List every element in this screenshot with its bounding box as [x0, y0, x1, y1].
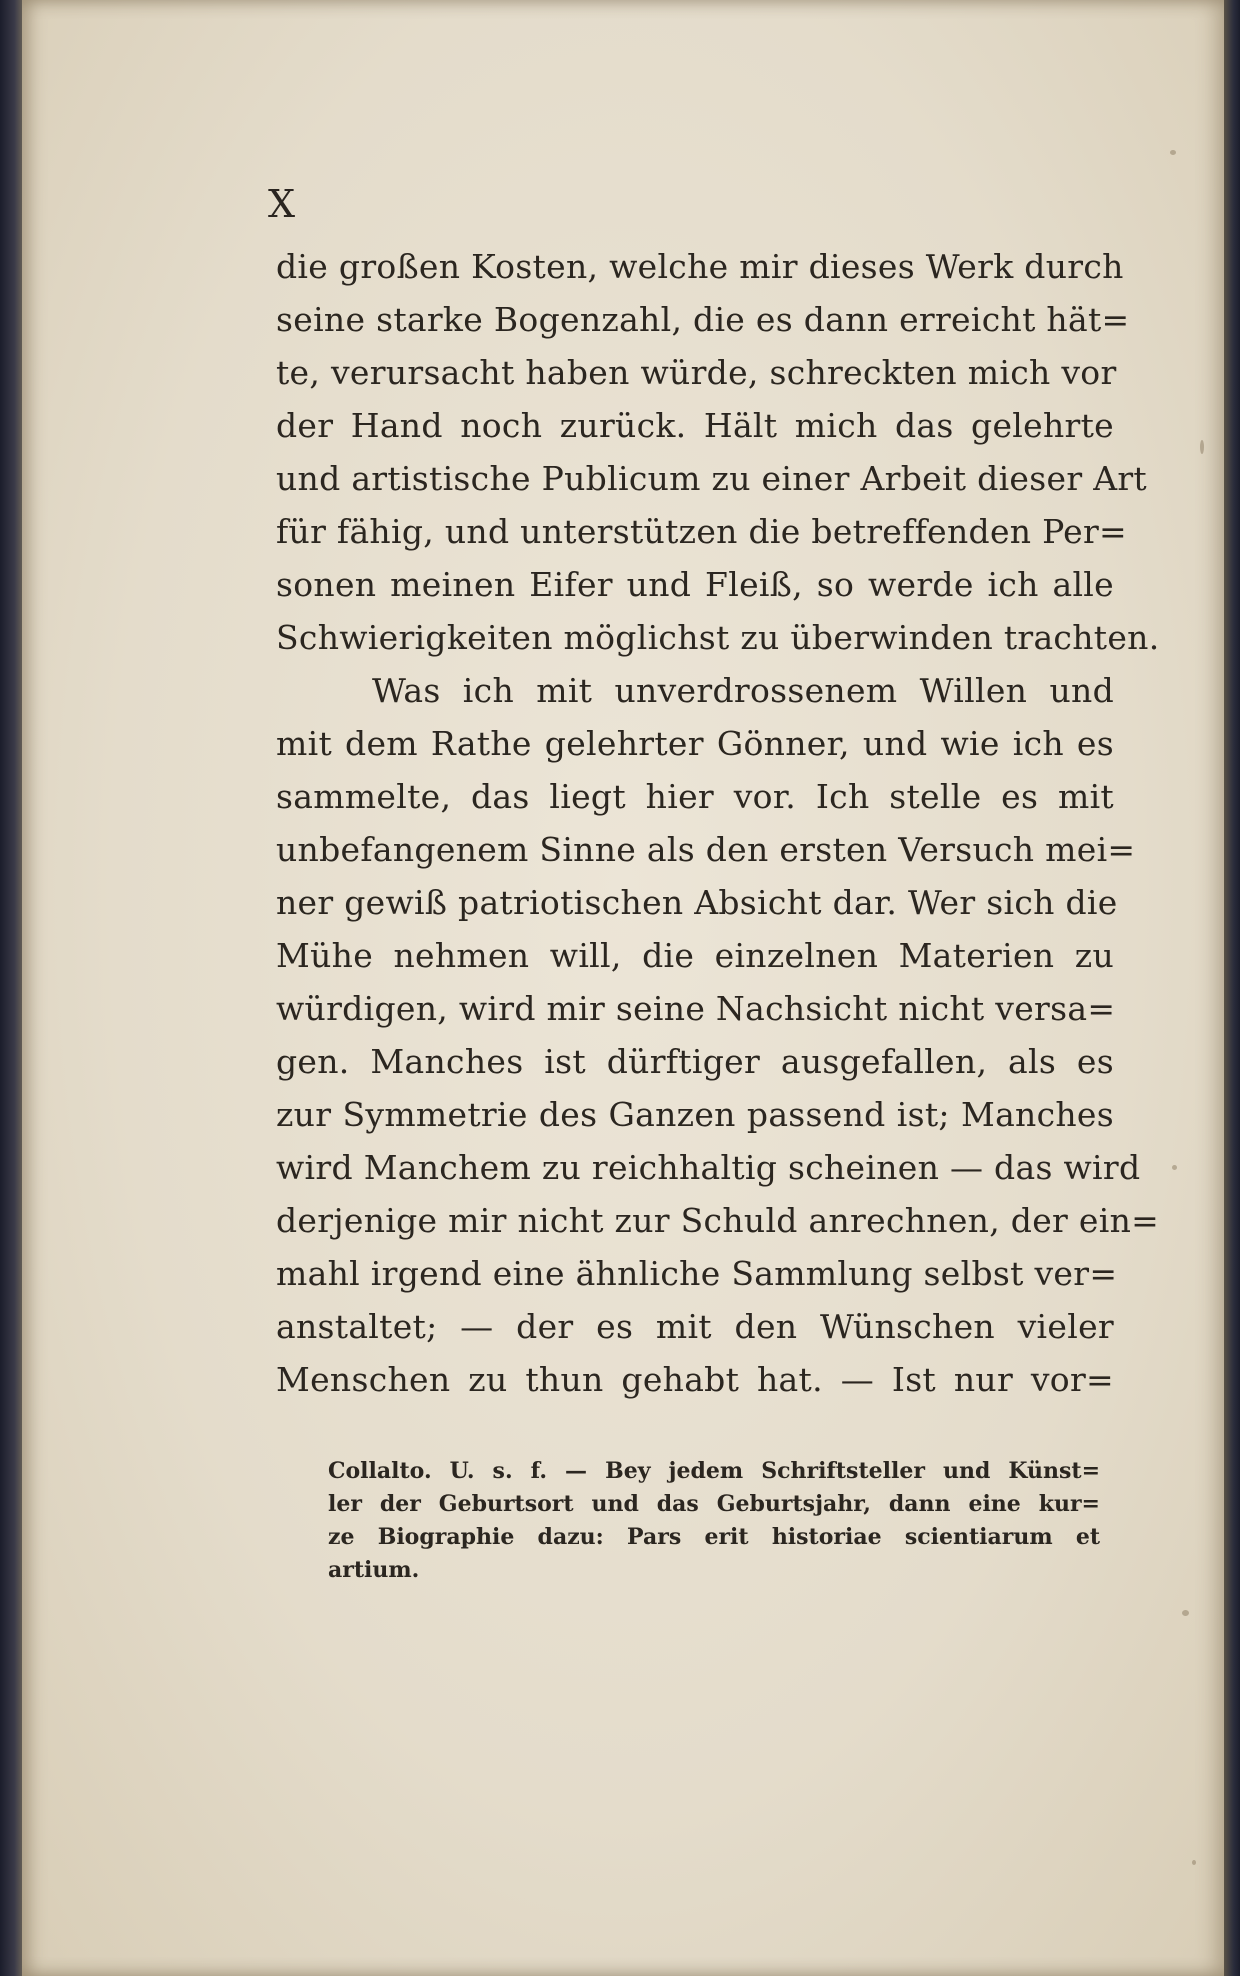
book-binding-right	[1224, 0, 1240, 1976]
text-line: sammelte, das liegt hier vor. Ich stelle es mit	[276, 777, 1114, 816]
text-line: anstaltet; — der es mit den Wünschen vieler	[276, 1307, 1114, 1346]
text-line: Schwierigkeiten möglichst zu überwinden trachten.	[276, 618, 1160, 657]
text-line: te, verursacht haben würde, schreckten mich vor	[276, 353, 1117, 392]
paper-speck	[1170, 150, 1176, 155]
text-line: und artistische Publicum zu einer Arbeit dieser Art	[276, 459, 1147, 498]
text-line: Menschen zu thun gehabt hat. — Ist nur vor=	[276, 1360, 1114, 1399]
paper-speck	[1192, 1860, 1196, 1865]
text-line: ner gewiß patriotischen Absicht dar. Wer sich die	[276, 883, 1118, 922]
paper-speck	[1182, 1610, 1189, 1616]
text-line: würdigen, wird mir seine Nachsicht nicht versa=	[276, 989, 1116, 1028]
paper-speck	[1200, 440, 1204, 454]
text-line: sonen meinen Eifer und Fleiß, so werde ich alle	[276, 565, 1114, 604]
text-line: derjenige mir nicht zur Schuld anrechnen, der ein=	[276, 1201, 1160, 1240]
text-line: unbefangenem Sinne als den ersten Versuch mei=	[276, 830, 1136, 869]
text-line: zur Symmetrie des Ganzen passend ist; Manches	[276, 1095, 1114, 1134]
text-line: gen. Manches ist dürftiger ausgefallen, als es	[276, 1042, 1114, 1081]
text-line: Mühe nehmen will, die einzelnen Materien zu	[276, 936, 1114, 975]
text-line: für fähig, und unterstützen die betreffenden Per=	[276, 512, 1127, 551]
footnote-line: artium.	[328, 1557, 420, 1583]
paper-speck	[1172, 1165, 1177, 1170]
footnote-line: ze Biographie dazu: Pars erit historiae scientiarum et	[328, 1524, 1100, 1550]
footnote	[328, 1455, 1100, 1587]
text-line: seine starke Bogenzahl, die es dann erreicht hät=	[276, 300, 1130, 339]
text-line: die großen Kosten, welche mir dieses Werk durch	[276, 247, 1124, 286]
page-number: X	[268, 182, 296, 226]
footnote-line: Collalto. U. s. f. — Bey jedem Schriftsteller und Künst=	[328, 1458, 1100, 1484]
text-line: Was ich mit unverdrossenem Willen und	[372, 671, 1114, 710]
text-line: mit dem Rathe gelehrter Gönner, und wie ich es	[276, 724, 1114, 763]
book-binding-left	[0, 0, 24, 1976]
body-text	[276, 240, 1160, 1406]
text-line: wird Manchem zu reichhaltig scheinen — das wird	[276, 1148, 1141, 1187]
text-line: der Hand noch zurück. Hält mich das gelehrte	[276, 406, 1114, 445]
footnote-line: ler der Geburtsort und das Geburtsjahr, dann eine kur=	[328, 1491, 1100, 1517]
text-line: mahl irgend eine ähnliche Sammlung selbst ver=	[276, 1254, 1118, 1293]
